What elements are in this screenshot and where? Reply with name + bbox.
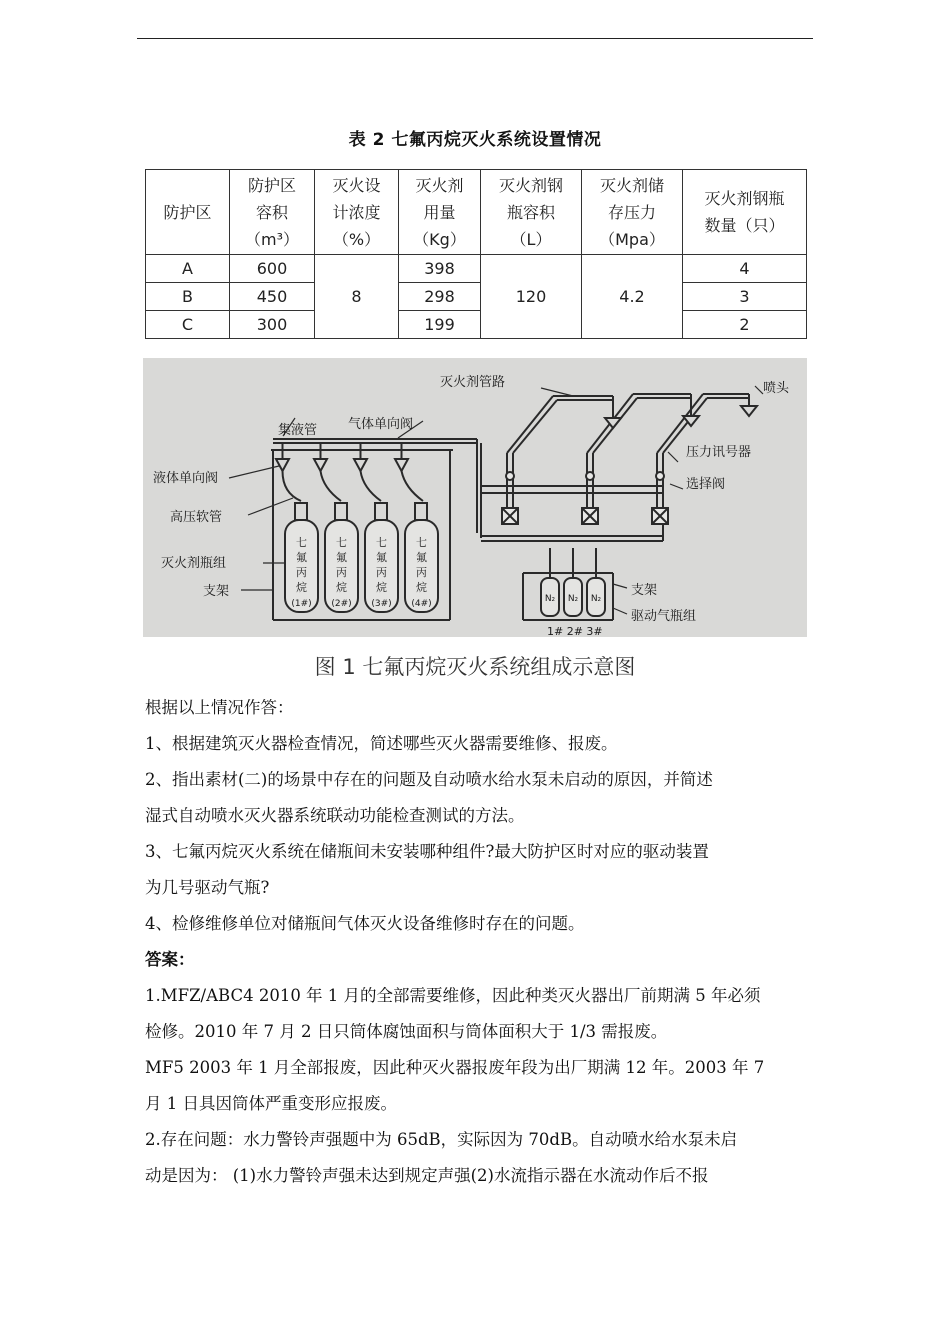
question-1: 1、根据建筑灭火器检查情况，简述哪些灭火器需要维修、报废。 [145, 734, 618, 753]
svg-text:氟: 氟 [376, 551, 387, 564]
settings-table [145, 169, 807, 339]
label-drive-numbers: 1# 2# 3# [547, 625, 603, 637]
label-agent-pipe: 灭火剂管路 [440, 375, 506, 390]
n2-labels [545, 594, 602, 604]
cell-agent: 398 [399, 255, 481, 283]
cell-zone: A [146, 255, 230, 283]
svg-text:(4#): (4#) [411, 599, 432, 609]
svg-text:烷: 烷 [296, 581, 307, 594]
cell-concentration: 8 [315, 255, 399, 339]
label-selector: 选择阀 [686, 477, 726, 492]
question-2-line-1: 2、指出素材(二)的场景中存在的问题及自动喷水给水泵未启动的原因，并简述 [145, 770, 713, 789]
svg-text:烷: 烷 [376, 581, 387, 594]
svg-text:N₂: N₂ [590, 594, 602, 604]
svg-text:氟: 氟 [336, 551, 347, 564]
pressure-switches [506, 472, 664, 480]
system-diagram [143, 358, 807, 637]
question-2-line-2: 湿式自动喷水灭火器系统联动功能检查测试的方法。 [145, 806, 525, 825]
label-cylinder-group: 灭火剂瓶组 [161, 556, 227, 571]
label-pressure-switch: 压力讯号器 [686, 445, 752, 460]
svg-text:丙: 丙 [416, 566, 427, 579]
svg-text:七: 七 [336, 536, 347, 549]
high-pressure-hoses [283, 471, 424, 501]
table-title: 表 2 七氟丙烷灭火系统设置情况 [348, 130, 602, 150]
table-row [146, 255, 807, 283]
svg-text:氟: 氟 [296, 551, 307, 564]
label-liquid-check: 液体单向阀 [153, 471, 219, 486]
cell-count: 3 [683, 283, 807, 311]
answer-2-line-2: 动是因为： (1)水力警铃声强未达到规定声强(2)水流指示器在水流动作后不报 [145, 1166, 709, 1185]
svg-text:丙: 丙 [336, 566, 347, 579]
header-zone: 防护区 [146, 170, 230, 255]
label-drive-group: 驱动气瓶组 [631, 609, 697, 624]
svg-text:(2#): (2#) [331, 599, 352, 609]
answer-heading: 答案： [145, 950, 195, 969]
liquid-check-valves [276, 443, 408, 471]
question-4: 4、检修维修单位对储瓶间气体灭火设备维修时存在的问题。 [145, 914, 585, 933]
svg-text:烷: 烷 [416, 581, 427, 594]
answer-2-line-1: 2.存在问题：水力警铃声强题中为 65dB，实际因为 70dB。自动喷水给水泵未启 [145, 1130, 738, 1149]
cell-pressure: 4.2 [582, 255, 683, 339]
cell-agent: 199 [399, 311, 481, 339]
answer-1-line-3: MF5 2003 年 1 月全部报废，因此种灭火器报废年段为出厂期满 12 年。2003 年 7 [145, 1058, 765, 1077]
cell-zone: B [146, 283, 230, 311]
header-cylinder-count: 灭火剂钢瓶 数量（只） [683, 170, 807, 255]
agent-pipes [481, 394, 752, 541]
label-collector: 集液管 [278, 423, 318, 438]
cell-volume: 300 [230, 311, 315, 339]
answer-1-line-1: 1.MFZ/ABC4 2010 年 1 月的全部需要维修，因此种类灭火器出厂前期满 5 年必须 [145, 986, 761, 1005]
cell-cylinder-volume: 120 [481, 255, 582, 339]
selector-valves [502, 508, 668, 524]
svg-text:氟: 氟 [416, 551, 427, 564]
svg-text:七: 七 [416, 536, 427, 549]
svg-text:丙: 丙 [296, 566, 307, 579]
table-header-row [146, 170, 807, 255]
answer-1-line-4: 月 1 日具因筒体严重变形应报废。 [145, 1094, 397, 1113]
svg-text:(1#): (1#) [291, 599, 312, 609]
header-cylinder-volume: 灭火剂钢 瓶容积 （L） [481, 170, 582, 255]
header-rule [137, 38, 813, 39]
svg-text:N₂: N₂ [567, 594, 579, 604]
intro-text: 根据以上情况作答： [145, 698, 294, 717]
header-concentration: 灭火设 计浓度 （%） [315, 170, 399, 255]
label-nozzle: 喷头 [763, 381, 790, 396]
table-row [146, 311, 807, 339]
svg-text:七: 七 [296, 536, 307, 549]
label-gas-check: 气体单向阀 [348, 417, 414, 432]
svg-text:丙: 丙 [376, 566, 387, 579]
svg-text:(3#): (3#) [371, 599, 392, 609]
cell-count: 2 [683, 311, 807, 339]
svg-text:N₂: N₂ [544, 594, 556, 604]
svg-text:七: 七 [376, 536, 387, 549]
label-rack-right: 支架 [631, 583, 658, 598]
cell-volume: 450 [230, 283, 315, 311]
label-hose: 高压软管 [170, 510, 223, 525]
cell-agent: 298 [399, 283, 481, 311]
question-3-line-2: 为几号驱动气瓶? [145, 878, 270, 897]
header-volume: 防护区 容积 （m³） [230, 170, 315, 255]
header-pressure: 灭火剂储 存压力 （Mpa） [582, 170, 683, 255]
cell-volume: 600 [230, 255, 315, 283]
cell-count: 4 [683, 255, 807, 283]
figure-caption: 图 1 七氟丙烷灭火系统组成示意图 [314, 655, 636, 679]
header-agent-amount: 灭火剂 用量 （Kg） [399, 170, 481, 255]
label-rack-left: 支架 [203, 584, 230, 599]
question-3-line-1: 3、七氟丙烷灭火系统在储瓶间未安装哪种组件?最大防护区时对应的驱动装置 [145, 842, 709, 861]
table-row [146, 283, 807, 311]
answer-1-line-2: 检修。2010 年 7 月 2 日只筒体腐蚀面积与筒体面积大于 1/3 需报废。 [145, 1022, 668, 1041]
drive-cylinders [523, 548, 613, 620]
cell-zone: C [146, 311, 230, 339]
svg-text:烷: 烷 [336, 581, 347, 594]
